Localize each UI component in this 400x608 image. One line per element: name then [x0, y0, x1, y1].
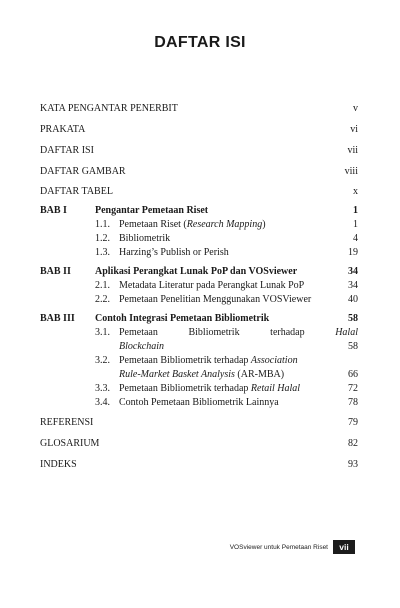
section-title: Bibliometrik: [119, 233, 171, 244]
entry-page: 79: [348, 417, 358, 428]
section-title: Contoh Pemetaan Bibliometrik Lainnya: [119, 397, 279, 408]
dot-leader: [301, 386, 347, 395]
dot-leader: [171, 236, 352, 245]
dot-leader: [267, 222, 352, 231]
toc-entry-glosarium[interactable]: [40, 437, 358, 450]
section-number: 2.1.: [95, 280, 110, 291]
entry-page: 72: [348, 383, 358, 394]
footer-book-title: VOSviewer untuk Pemetaan Riset: [229, 544, 328, 551]
dot-leader: [209, 208, 352, 217]
chapter-title: Contoh Integrasi Pemetaan Bibliometrik: [95, 313, 270, 324]
dot-leader: [165, 344, 347, 353]
entry-page: 40: [348, 294, 358, 305]
page-title: DAFTAR ISI: [154, 34, 246, 51]
section-title-word: Bibliometrik: [188, 327, 240, 338]
section-title: Pemetaan Riset (Research Mapping): [119, 219, 266, 230]
section-title-word: terhadap: [270, 327, 305, 338]
toc-entry-indeks[interactable]: [40, 458, 358, 471]
section-number: 2.2.: [95, 294, 110, 305]
toc-section-3-1-cont[interactable]: [119, 340, 358, 353]
section-number: 3.3.: [95, 383, 110, 394]
dot-leader: [127, 169, 344, 178]
toc-section-3-2[interactable]: [119, 354, 298, 367]
toc-section-3-4[interactable]: [119, 396, 358, 409]
dot-leader: [280, 400, 347, 409]
entry-page: 34: [348, 266, 358, 277]
toc-section-3-2-cont[interactable]: [119, 368, 358, 381]
entry-page: 58: [348, 313, 358, 324]
entry-page: 34: [348, 280, 358, 291]
toc-entry-daftar-gambar[interactable]: [40, 165, 358, 178]
entry-page: 93: [348, 459, 358, 470]
entry-label: REFERENSI: [40, 417, 94, 428]
toc-chapter-1[interactable]: [95, 204, 358, 217]
dot-leader: [114, 189, 352, 198]
toc-section-1-1[interactable]: [119, 218, 358, 231]
entry-page: x: [353, 186, 358, 197]
entry-page: viii: [344, 166, 358, 177]
toc-entry-daftar-isi[interactable]: [40, 144, 358, 157]
dot-leader: [230, 250, 347, 259]
toc-section-2-2[interactable]: [119, 293, 358, 306]
section-title: Metadata Literatur pada Perangkat Lunak PoP: [119, 280, 305, 291]
entry-page: vi: [350, 124, 358, 135]
section-number: 1.1.: [95, 219, 110, 230]
chapter-title: Pengantar Pemetaan Riset: [95, 205, 209, 216]
chapter-number: BAB I: [40, 205, 67, 216]
entry-page: 1: [353, 205, 358, 216]
dot-leader: [305, 283, 347, 292]
section-number: 3.1.: [95, 327, 110, 338]
toc-entry-referensi[interactable]: [40, 416, 358, 429]
toc-section-3-3[interactable]: [119, 382, 358, 395]
entry-page: v: [353, 103, 358, 114]
toc-section-2-1[interactable]: [119, 279, 358, 292]
entry-page: 58: [348, 341, 358, 352]
entry-page: 4: [353, 233, 358, 244]
section-title-cont: Rule-Market Basket Analysis (AR-MBA): [119, 369, 285, 380]
section-title-cont: Blockchain: [119, 341, 164, 352]
section-title: Harzing’s Publish or Perish: [119, 247, 229, 258]
toc-entry-prakata[interactable]: [40, 123, 358, 136]
toc-section-3-1[interactable]: [119, 326, 358, 339]
section-title: Pemetaan Bibliometrik terhadap: [119, 355, 251, 366]
section-number: 3.4.: [95, 397, 110, 408]
entry-page: 19: [348, 247, 358, 258]
entry-label: DAFTAR GAMBAR: [40, 166, 126, 177]
toc-entry-kata-pengantar[interactable]: [40, 102, 358, 115]
entry-page: 82: [348, 438, 358, 449]
dot-leader: [179, 106, 352, 115]
entry-label: GLOSARIUM: [40, 438, 100, 449]
entry-label: INDEKS: [40, 459, 77, 470]
chapter-number: BAB II: [40, 266, 71, 277]
toc-section-1-3[interactable]: [119, 246, 358, 259]
section-title-word: Pemetaan: [119, 327, 158, 338]
entry-label: DAFTAR TABEL: [40, 186, 113, 197]
dot-leader: [78, 462, 347, 471]
section-title: Pemetaan Bibliometrik terhadap Retail Halal: [119, 383, 301, 394]
toc-entry-daftar-tabel[interactable]: [40, 185, 358, 198]
dot-leader: [86, 127, 349, 136]
section-title: Pemetaan Penelitian Menggunakan VOSViewer: [119, 294, 312, 305]
chapter-number: BAB III: [40, 313, 75, 324]
dot-leader: [100, 441, 347, 450]
entry-page: 78: [348, 397, 358, 408]
entry-label: KATA PENGANTAR PENERBIT: [40, 103, 178, 114]
section-number: 1.3.: [95, 247, 110, 258]
toc-chapter-2[interactable]: [95, 265, 358, 278]
dot-leader: [298, 269, 347, 278]
dot-leader: [285, 372, 347, 381]
entry-label: PRAKATA: [40, 124, 86, 135]
dot-leader: [270, 316, 347, 325]
dot-leader: [312, 297, 347, 306]
entry-page: 66: [348, 369, 358, 380]
dot-leader: [94, 420, 347, 429]
chapter-title: Aplikasi Perangkat Lunak PoP dan VOSviewer: [95, 266, 298, 277]
dot-leader: [95, 148, 347, 157]
page-number-badge: vii: [333, 540, 355, 554]
section-title-italic: Association: [250, 355, 298, 366]
section-number: 1.2.: [95, 233, 110, 244]
toc-section-1-2[interactable]: [119, 232, 358, 245]
entry-label: DAFTAR ISI: [40, 145, 94, 156]
section-title-word: Halal: [335, 327, 358, 338]
section-number: 3.2.: [95, 355, 110, 366]
entry-page: 1: [353, 219, 358, 230]
toc-chapter-3[interactable]: [95, 312, 358, 325]
entry-page: vii: [347, 145, 358, 156]
